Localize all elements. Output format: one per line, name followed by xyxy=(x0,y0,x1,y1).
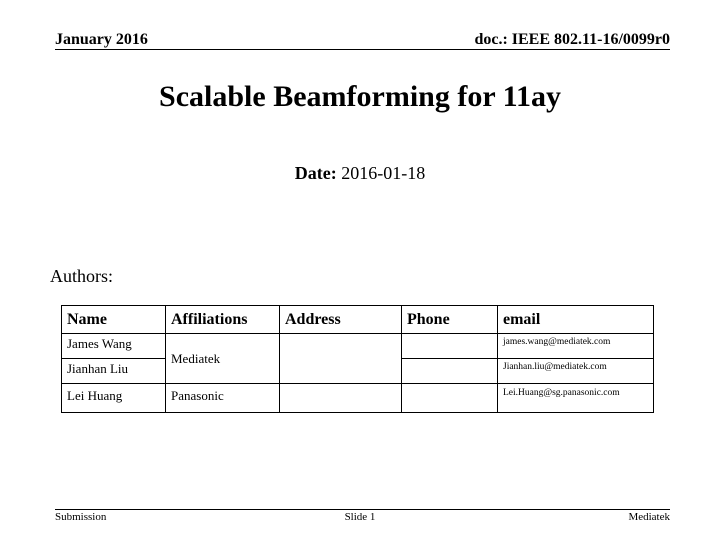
cell-email: Lei.Huang@sg.panasonic.com xyxy=(498,384,654,413)
table-row xyxy=(62,384,654,413)
slide-title: Scalable Beamforming for 11ay xyxy=(159,80,561,113)
table-header-row xyxy=(62,306,654,334)
column-header-email: email xyxy=(498,306,654,334)
cell-email: james.wang@mediatek.com xyxy=(498,334,654,359)
header-rule xyxy=(55,49,670,50)
authors-table xyxy=(61,305,654,413)
cell-phone xyxy=(402,384,498,413)
column-header-name: Name xyxy=(62,306,166,334)
cell-affiliation: Panasonic xyxy=(166,384,280,413)
date-line xyxy=(0,163,720,184)
cell-address xyxy=(280,384,402,413)
footer-slide-number: Slide 1 xyxy=(344,511,376,523)
header-date: January 2016 xyxy=(55,31,148,48)
date-value: 2016-01-18 xyxy=(341,163,426,183)
header-doc-id: doc.: IEEE 802.11-16/0099r0 xyxy=(474,31,670,48)
cell-email: Jianhan.liu@mediatek.com xyxy=(498,359,654,384)
date-label: Date: xyxy=(294,163,337,183)
footer-submission: Submission xyxy=(55,511,107,523)
column-header-phone: Phone xyxy=(402,306,498,334)
cell-phone xyxy=(402,359,498,384)
table-row xyxy=(62,334,654,359)
cell-phone xyxy=(402,334,498,359)
footer-rule xyxy=(55,509,670,510)
cell-affiliation: Mediatek xyxy=(166,334,280,384)
cell-name: James Wang xyxy=(62,334,166,359)
cell-address xyxy=(280,334,402,384)
authors-label: Authors: xyxy=(50,266,113,286)
footer-company: Mediatek xyxy=(628,511,670,523)
column-header-address: Address xyxy=(280,306,402,334)
cell-name: Jianhan Liu xyxy=(62,359,166,384)
column-header-affiliations: Affiliations xyxy=(166,306,280,334)
cell-name: Lei Huang xyxy=(62,384,166,413)
